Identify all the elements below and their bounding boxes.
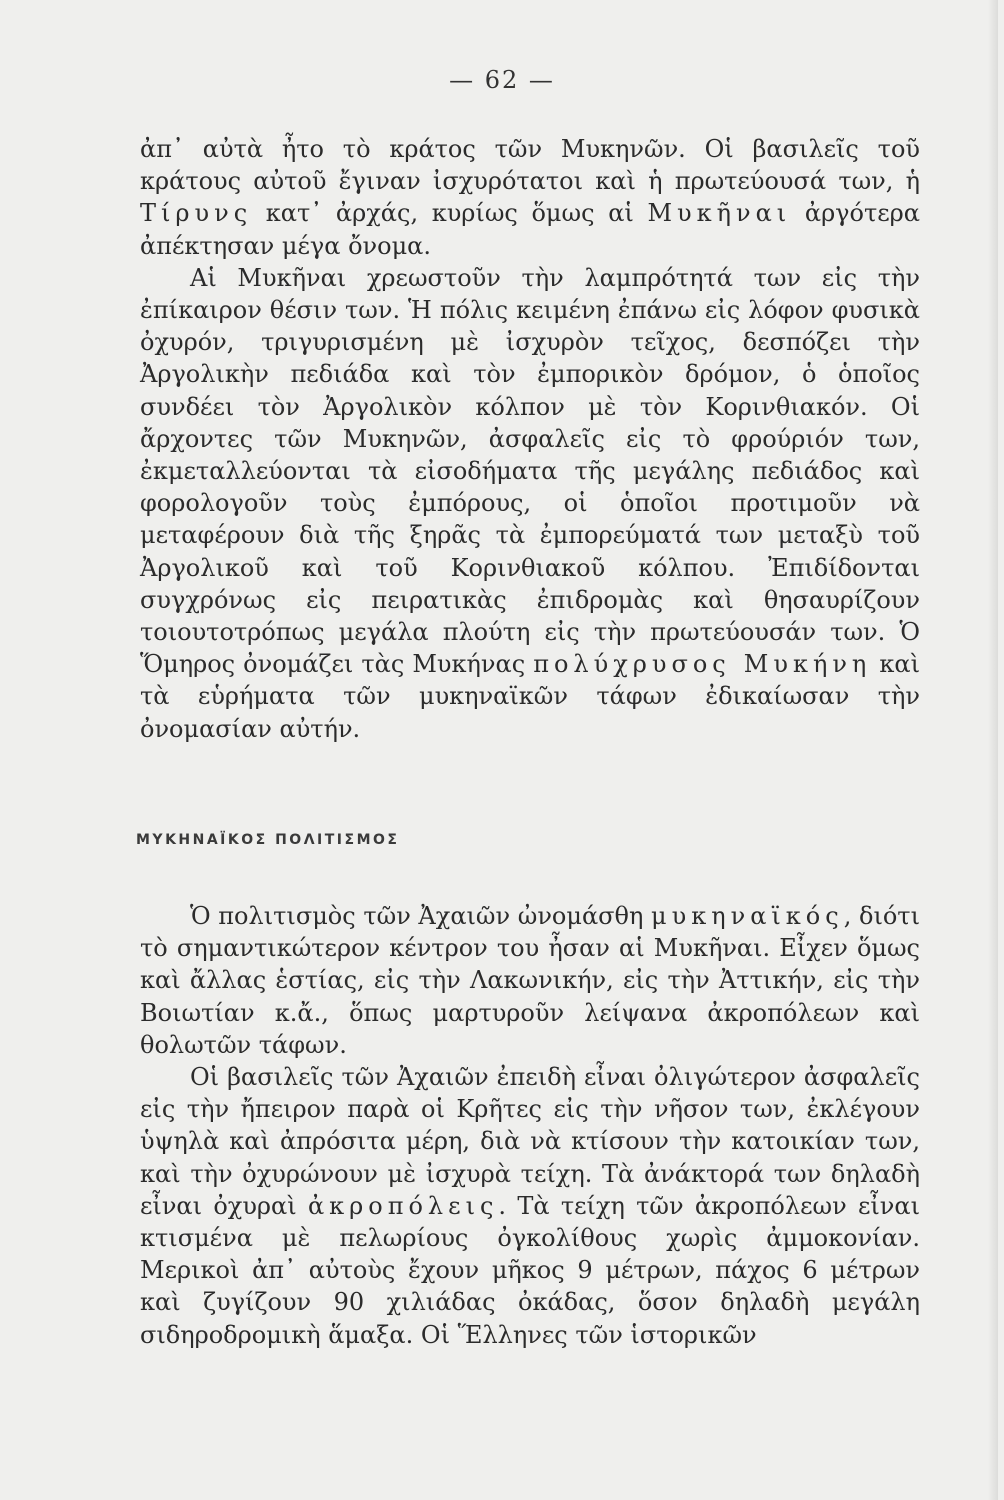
paragraph	[140, 900, 920, 1061]
page-edge-shadow	[988, 0, 998, 1500]
paragraph	[140, 262, 920, 745]
emphasized-text: μυκηναϊκός	[651, 902, 844, 930]
text-run: Ὁ πολιτισμὸς τῶν Ἀχαιῶν ὠνομάσθη	[190, 902, 652, 930]
emphasized-text: πολύχρυσος Μυκήνη	[533, 650, 872, 679]
text-run: κατ᾽ ἀρχάς, κυρίως ὅμως αἱ	[252, 199, 648, 228]
text-run: ἀργότερα ἀπέκτησαν μέγα ὄνομα.	[140, 199, 921, 260]
text-run: . Τὰ τείχη τῶν ἀκροπόλεων εἶναι κτισμένα μὲ πελωρίους ὀγκολίθους χωρὶς ἀμμοκονίαν. Μερικοὶ ἀπ᾽ αὐτοὺς ἔχουν μῆκος 9 μέτρων, πάχος 6 μέτρων καὶ ζυγίζουν 90 χιλιάδας ὀκάδας, ὅσον δηλαδὴ μεγάλη σιδηροδρομικὴ ἅμαξα. Οἱ Ἕλληνες τῶν ἱστορικῶν	[140, 1191, 921, 1349]
section-heading: ΜΥΚΗΝΑΪΚΟΣ ΠΟΛΙΤΙΣΜΟΣ	[136, 832, 400, 848]
emphasized-text: Τίρυνς	[140, 199, 253, 228]
page-number: — 62 —	[449, 66, 555, 94]
paragraph	[140, 133, 920, 262]
text-run: , διότι τὸ σημαντικώτερον κέντρον του ἦσαν αἱ Μυκῆναι. Εἶχεν ὅμως καὶ ἄλλας ἑστίας, εἰς τὴν Λακωνικήν, εἰς τὴν Ἀττικήν, εἰς τὴν Βοιωτίαν κ.ἄ., ὅπως μαρτυροῦν λείψανα ἀκροπόλεων καὶ θολωτῶν τάφων.	[140, 902, 920, 1059]
text-run: Οἱ βασιλεῖς τῶν Ἀχαιῶν ἐπειδὴ εἶναι ὀλιγώτερον ἀσφαλεῖς εἰς τὴν ἤπειρον παρὰ οἱ Κρῆτες εἰς τὴν νῆσον των, ἐκλέγουν ὑψηλὰ καὶ ἀπρόσιτα μέρη, διὰ νὰ κτίσουν τὴν κατοικίαν των, καὶ τὴν ὀχυρώνουν μὲ ἰσχυρὰ τείχη. Τὰ ἀνάκτορά των δηλαδὴ εἶναι ὀχυραὶ	[140, 1063, 920, 1220]
text-run: καὶ τὰ εὑρήματα τῶν μυκηναϊκῶν τάφων ἐδικαίωσαν τὴν ὀνομασίαν αὐτήν.	[140, 650, 920, 743]
emphasized-text: Μυκῆναι	[647, 199, 792, 228]
text-block-top	[140, 133, 920, 745]
text-run: Αἱ Μυκῆναι χρεωστοῦν τὴν λαμπρότητά των εἰς τὴν ἐπίκαιρον θέσιν των. Ἡ πόλις κειμένη ἐπάνω εἰς λόφον φυσικὰ ὀχυρόν, τριγυρισμένη μὲ ἰσχυρὸν τεῖχος, δεσπόζει τὴν Ἀργολικὴν πεδιάδα καὶ τὸν ἐμπορικὸν δρόμον, ὁ ὁποῖος συνδέει τὸν Ἀργολικὸν κόλπον μὲ τὸν Κορινθιακόν. Οἱ ἄρχοντες τῶν Μυκηνῶν, ἀσφαλεῖς εἰς τὸ φρούριόν των, ἐκμεταλλεύονται τὰ εἰσοδήματα τῆς μεγάλης πεδιάδος καὶ φορολογοῦν τοὺς ἐμπόρους, οἱ ὁποῖοι προτιμοῦν νὰ μεταφέρουν διὰ τῆς ξηρᾶς τὰ ἐμπορεύματά των μεταξὺ τοῦ Ἀργολικοῦ καὶ τοῦ Κορινθιακοῦ κόλπου. Ἐπιδίδονται συγχρόνως εἰς πειρατικὰς ἐπιδρομὰς καὶ θησαυρίζουν τοιουτοτρόπως μεγάλα πλούτη εἰς τὴν πρωτεύουσάν των. Ὁ Ὅμηρος ὀνομάζει τὰς Μυκήνας	[140, 263, 920, 679]
text-run: ἀπ᾽ αὐτὰ ἦτο τὸ κράτος τῶν Μυκηνῶν. Οἱ βασιλεῖς τοῦ κράτους αὐτοῦ ἔγιναν ἰσχυρότατοι καὶ ἡ πρωτεύουσά των, ἡ	[140, 135, 920, 196]
text-block-bottom	[140, 900, 920, 1351]
paragraph	[140, 1061, 920, 1351]
emphasized-text: ἀκροπόλεις	[307, 1191, 499, 1220]
